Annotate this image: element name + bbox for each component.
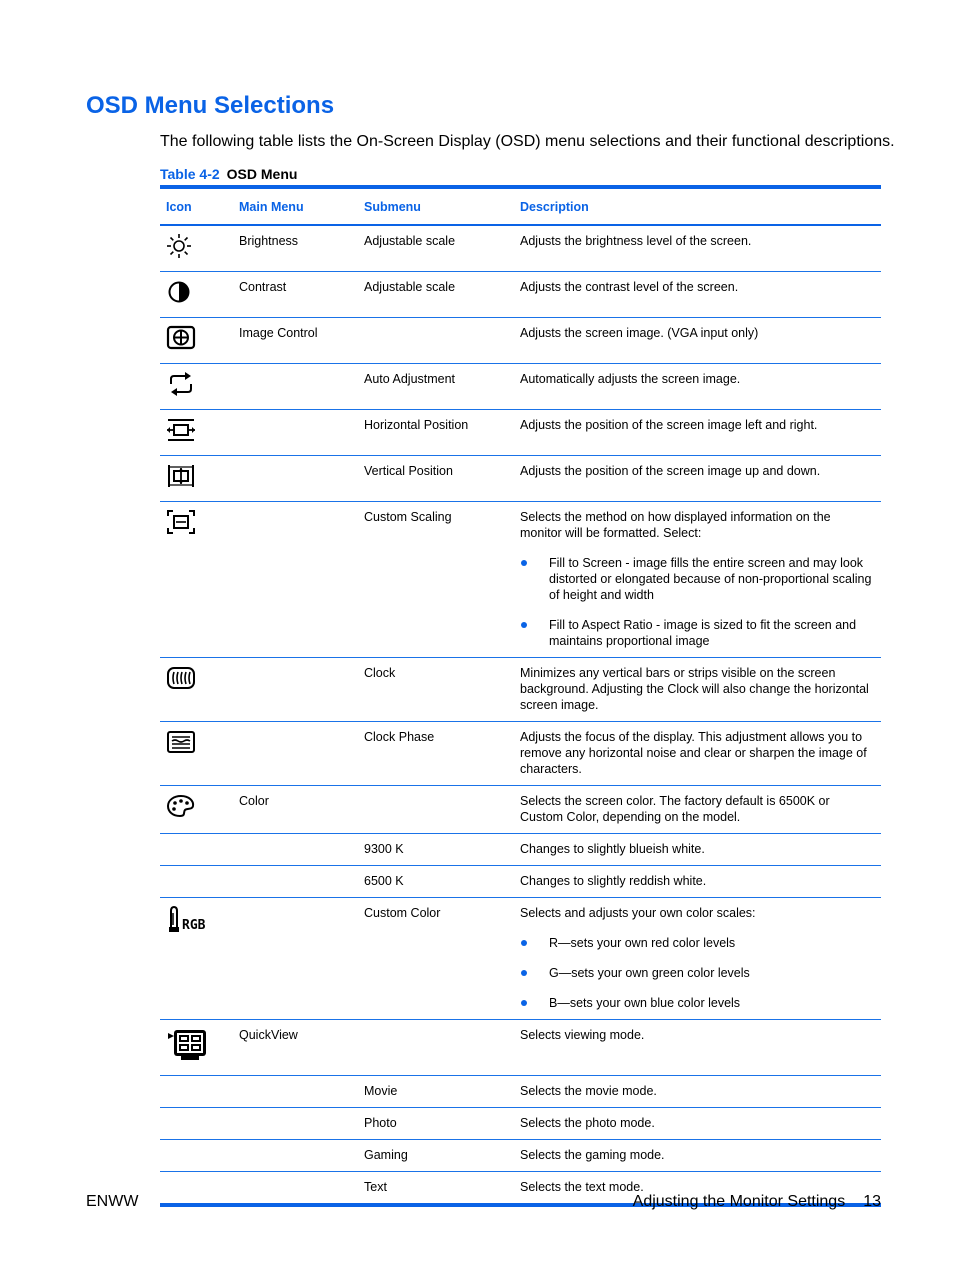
bullet-item: G—sets your own green color levels — [520, 965, 875, 981]
description-cell — [514, 318, 881, 364]
description-cell — [514, 364, 881, 410]
submenu-cell: Photo — [358, 1108, 514, 1140]
main-menu-cell — [233, 502, 358, 658]
table-row — [160, 1140, 881, 1172]
table-header-row — [160, 187, 881, 225]
description-text: Selects the gaming mode. — [520, 1148, 665, 1162]
auto-adjustment-icon — [166, 371, 227, 401]
description-text: Adjusts the brightness level of the screen. — [520, 234, 752, 248]
icon-cell — [160, 658, 233, 722]
submenu-cell: Custom Scaling — [358, 502, 514, 658]
clock-phase-icon — [166, 729, 227, 759]
submenu-cell: Clock — [358, 658, 514, 722]
horizontal-position-icon — [166, 417, 227, 447]
footer-right — [633, 1193, 881, 1211]
vertical-position-icon — [166, 463, 227, 493]
page-title: OSD Menu Selections — [86, 92, 335, 119]
submenu-cell: Clock Phase — [358, 722, 514, 786]
custom-color-rgb-icon — [166, 905, 227, 939]
table-row — [160, 866, 881, 898]
description-text: Selects viewing mode. — [520, 1028, 645, 1042]
brightness-icon — [166, 233, 227, 263]
description-cell — [514, 722, 881, 786]
footer-section-title: Adjusting the Monitor Settings — [632, 1193, 846, 1210]
icon-cell — [160, 502, 233, 658]
main-menu-cell — [233, 410, 358, 456]
intro-paragraph: The following table lists the On-Screen Display (OSD) menu selections and their functional descriptions. — [160, 133, 895, 150]
main-menu-cell — [233, 834, 358, 866]
bullet-item: Fill to Aspect Ratio - image is sized to fit the screen and maintains proportional image — [520, 617, 875, 649]
description-cell — [514, 834, 881, 866]
main-menu-cell — [233, 364, 358, 410]
main-menu-cell — [233, 658, 358, 722]
submenu-cell: Horizontal Position — [358, 410, 514, 456]
description-cell — [514, 456, 881, 502]
image-control-icon — [166, 325, 227, 355]
description-text: Changes to slightly reddish white. — [520, 874, 707, 888]
description-cell — [514, 1020, 881, 1076]
main-menu-cell: Brightness — [233, 225, 358, 272]
main-menu-cell: Image Control — [233, 318, 358, 364]
description-cell — [514, 658, 881, 722]
description-cell — [514, 225, 881, 272]
rgb-icon-text: RGB — [182, 918, 206, 933]
submenu-cell: Vertical Position — [358, 456, 514, 502]
icon-cell — [160, 898, 233, 1020]
description-text: Selects the screen color. The factory default is 6500K or Custom Color, depending on the model. — [520, 794, 830, 824]
main-menu-cell: QuickView — [233, 1020, 358, 1076]
icon-cell — [160, 225, 233, 272]
main-menu-cell — [233, 898, 358, 1020]
main-menu-cell — [233, 1076, 358, 1108]
icon-cell — [160, 364, 233, 410]
description-text: Adjusts the screen image. (VGA input only) — [520, 326, 759, 340]
description-text: Automatically adjusts the screen image. — [520, 372, 741, 386]
description-text: Selects the method on how displayed information on the monitor will be formatted. Select: — [520, 510, 831, 540]
description-text: Adjusts the focus of the display. This adjustment allows you to remove any horizontal noise and clear or sharpen the image of characters. — [520, 730, 867, 776]
table-row — [160, 225, 881, 272]
main-menu-cell — [233, 1172, 358, 1206]
main-menu-cell — [233, 456, 358, 502]
table-row — [160, 456, 881, 502]
submenu-cell — [358, 1020, 514, 1076]
icon-cell — [160, 456, 233, 502]
main-menu-cell — [233, 866, 358, 898]
main-menu-cell: Contrast — [233, 272, 358, 318]
icon-cell — [160, 318, 233, 364]
description-cell — [514, 786, 881, 834]
table-row — [160, 272, 881, 318]
page-number: 13 — [863, 1193, 881, 1210]
column-header-submenu: Submenu — [358, 187, 514, 225]
table-row — [160, 502, 881, 658]
icon-cell — [160, 410, 233, 456]
description-text: Selects the text mode. — [520, 1180, 644, 1194]
description-cell — [514, 1140, 881, 1172]
table-row — [160, 898, 881, 1020]
table-row — [160, 1076, 881, 1108]
main-menu-cell — [233, 1140, 358, 1172]
submenu-cell — [358, 318, 514, 364]
icon-cell — [160, 834, 233, 866]
table-number: Table 4-2 — [160, 166, 220, 182]
icon-cell — [160, 786, 233, 834]
contrast-icon — [166, 279, 227, 309]
description-cell — [514, 410, 881, 456]
description-text: Changes to slightly blueish white. — [520, 842, 705, 856]
table-row — [160, 658, 881, 722]
footer-left-label: ENWW — [86, 1193, 139, 1210]
submenu-cell: 9300 K — [358, 834, 514, 866]
table-row — [160, 786, 881, 834]
description-cell — [514, 502, 881, 658]
quickview-icon — [166, 1027, 227, 1067]
submenu-cell: 6500 K — [358, 866, 514, 898]
table-row — [160, 722, 881, 786]
description-text: Minimizes any vertical bars or strips visible on the screen background. Adjusting the Clock will also change the horizontal screen image. — [520, 666, 869, 712]
submenu-cell — [358, 786, 514, 834]
table-row — [160, 410, 881, 456]
table-row — [160, 1020, 881, 1076]
description-text: Adjusts the position of the screen image up and down. — [520, 464, 821, 478]
table-row — [160, 834, 881, 866]
main-menu-cell — [233, 1108, 358, 1140]
table-caption — [160, 166, 297, 182]
custom-scaling-icon — [166, 509, 227, 539]
column-header-description: Description — [514, 187, 881, 225]
submenu-cell: Text — [364, 1180, 387, 1194]
bullet-item: B—sets your own blue color levels — [520, 995, 875, 1011]
description-cell — [514, 272, 881, 318]
bullet-item: R—sets your own red color levels — [520, 935, 875, 951]
main-menu-cell: Color — [233, 786, 358, 834]
main-menu-cell — [233, 722, 358, 786]
description-cell — [514, 866, 881, 898]
table-row — [160, 364, 881, 410]
description-cell — [514, 1076, 881, 1108]
column-header-icon: Icon — [160, 187, 233, 225]
table-row — [160, 1108, 881, 1140]
osd-menu-table — [160, 185, 881, 1207]
icon-cell — [160, 272, 233, 318]
icon-cell — [160, 1020, 233, 1076]
table-row — [160, 318, 881, 364]
description-text: Adjusts the position of the screen image left and right. — [520, 418, 818, 432]
submenu-cell: Adjustable scale — [358, 225, 514, 272]
submenu-cell: Adjustable scale — [358, 272, 514, 318]
description-text: Selects and adjusts your own color scales: — [520, 906, 756, 920]
icon-cell — [160, 866, 233, 898]
submenu-cell: Movie — [358, 1076, 514, 1108]
color-palette-icon — [166, 793, 227, 823]
submenu-cell: Gaming — [358, 1140, 514, 1172]
icon-cell — [160, 1108, 233, 1140]
table-title: OSD Menu — [226, 166, 298, 182]
icon-cell — [160, 1172, 233, 1206]
description-bullets — [520, 935, 875, 1011]
icon-cell — [160, 722, 233, 786]
description-bullets — [520, 555, 875, 649]
bullet-item: Fill to Screen - image fills the entire screen and may look distorted or elongated because of non-proportional scaling of height and width — [520, 555, 875, 603]
description-text: Adjusts the contrast level of the screen. — [520, 280, 739, 294]
submenu-cell: Custom Color — [358, 898, 514, 1020]
submenu-cell: Auto Adjustment — [358, 364, 514, 410]
icon-cell — [160, 1076, 233, 1108]
icon-cell — [160, 1140, 233, 1172]
description-text: Selects the photo mode. — [520, 1116, 655, 1130]
clock-icon — [166, 665, 227, 695]
description-cell — [514, 898, 881, 1020]
column-header-main-menu: Main Menu — [233, 187, 358, 225]
description-cell — [514, 1108, 881, 1140]
description-text: Selects the movie mode. — [520, 1084, 657, 1098]
